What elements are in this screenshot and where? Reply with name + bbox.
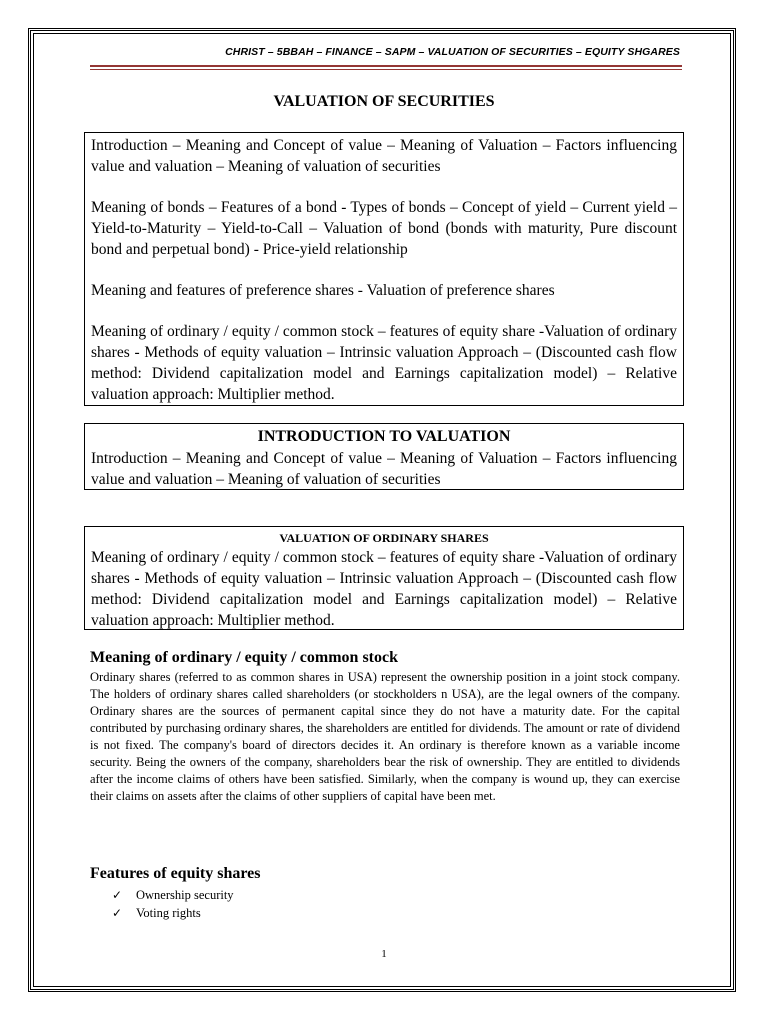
document-title: VALUATION OF SECURITIES (273, 93, 495, 110)
introduction-box-text: Introduction – Meaning and Concept of value – Meaning of Valuation – Factors influencing value and valuation – Meaning of valuation of securities (91, 450, 677, 488)
introduction-box (84, 423, 684, 490)
checkmark-icon: ✓ (112, 888, 123, 902)
header-rule-thin (90, 69, 682, 70)
list-item (112, 904, 234, 922)
ordinary-shares-box-text: Meaning of ordinary / equity / common stock – features of equity share -Valuation of ordinary shares - Methods of equity valuation – Intrinsic valuation Approach – (Discounted cash flow method: Dividend capitalization model and Earnings capitalization model) – Relative valuation approach: Multiplier method. (91, 549, 677, 629)
syllabus-paragraph-intro: Introduction – Meaning and Concept of value – Meaning of Valuation – Factors influencing value and valuation – Meaning of valuation of securities (91, 137, 677, 175)
running-header: CHRIST – 5BBAH – FINANCE – SAPM – VALUATION OF SECURITIES – EQUITY SHGARES (225, 46, 680, 58)
features-section-heading: Features of equity shares (90, 865, 261, 882)
introduction-box-title: INTRODUCTION TO VALUATION (257, 428, 511, 445)
syllabus-box (84, 132, 684, 406)
syllabus-paragraph-preference: Meaning and features of preference shares - Valuation of preference shares (91, 282, 555, 299)
checkmark-icon: ✓ (112, 906, 123, 920)
ordinary-shares-box-title: VALUATION OF ORDINARY SHARES (279, 531, 489, 545)
header-rule (90, 65, 682, 67)
meaning-section-body: Ordinary shares (referred to as common shares in USA) represent the ownership position in a joint stock company. The holders of ordinary shares called shareholders (or stockholders n USA), are the legal owners of the company. Ordinary shares are the sources of permanent capital since they do not have a maturity date. For the capital contributed by purchasing ordinary shares, the shareholders are entitled for dividends. The amount or rate of dividend is not fixed. The company's board of directors decides it. An ordinary is therefore known as a variable income security. Being the owners of the company, shareholders bear the risk of ownership. They are entitled to dividends after the income claims of others have been satisfied. Similarly, when the company is wound up, they can exercise their claims on assets after the claims of other suppliers of capital have been met. (90, 670, 680, 803)
syllabus-paragraph-ordinary: Meaning of ordinary / equity / common stock – features of equity share -Valuation of ordinary shares - Methods of equity valuation – Intrinsic valuation Approach – (Discounted cash flow method: Dividend capitalization model and Earnings capitalization model) – Relative valuation approach: Multiplier method. (91, 323, 677, 403)
list-item (112, 886, 234, 904)
features-list (112, 886, 234, 922)
ordinary-shares-box (84, 526, 684, 630)
meaning-section-heading: Meaning of ordinary / equity / common stock (90, 649, 398, 666)
syllabus-paragraph-bonds: Meaning of bonds – Features of a bond - Types of bonds – Concept of yield – Current yield –Yield-to-Maturity – Yield-to-Call – Valuation of bond (bonds with maturity, Pure discount bond and perpetual bond) - Price-yield relationship (91, 199, 677, 258)
page-number: 1 (381, 948, 387, 960)
list-item-label: Ownership security (136, 888, 234, 902)
list-item-label: Voting rights (136, 906, 201, 920)
